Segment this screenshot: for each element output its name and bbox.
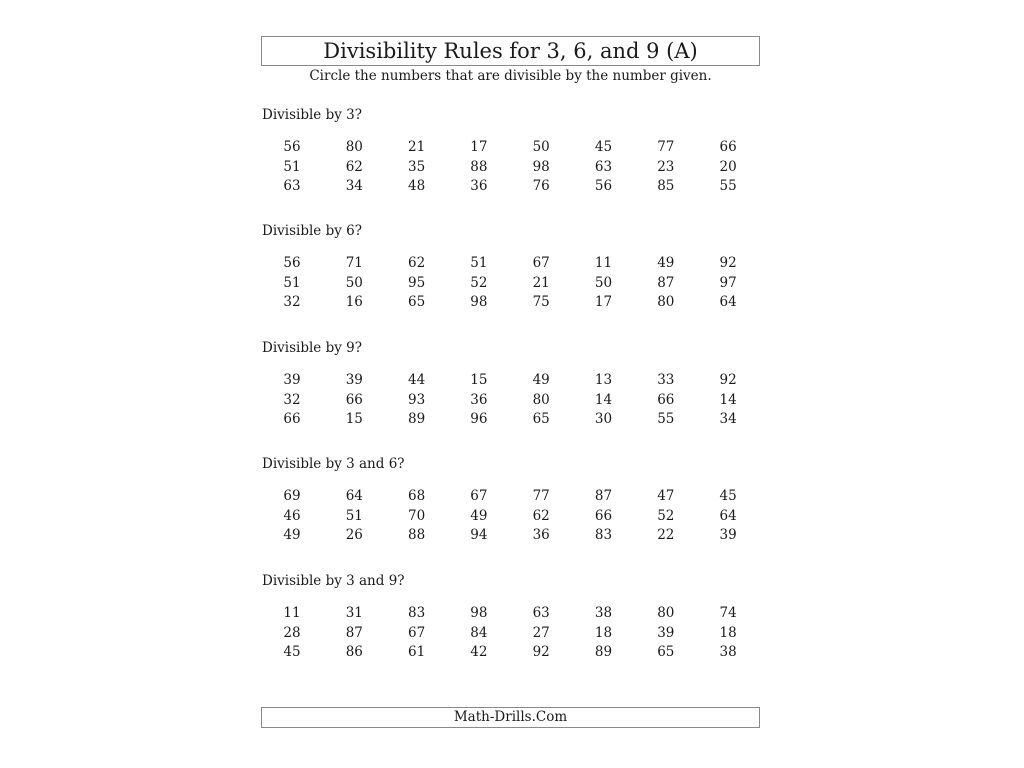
number-cell[interactable]: 88 bbox=[408, 527, 426, 543]
number-cell[interactable]: 11 bbox=[283, 605, 301, 621]
number-cell[interactable]: 50 bbox=[345, 274, 363, 291]
number-cell[interactable]: 64 bbox=[719, 507, 737, 524]
number-cell[interactable]: 65 bbox=[408, 294, 426, 310]
number-cell[interactable]: 34 bbox=[719, 411, 737, 427]
number-cell[interactable]: 98 bbox=[470, 605, 488, 621]
number-cell[interactable]: 35 bbox=[408, 158, 426, 175]
number-cell[interactable]: 49 bbox=[283, 527, 301, 543]
number-cell[interactable]: 67 bbox=[470, 488, 488, 504]
number-cell[interactable]: 93 bbox=[408, 391, 426, 408]
number-cell[interactable]: 66 bbox=[594, 507, 613, 524]
number-cell[interactable]: 36 bbox=[470, 391, 488, 408]
number-cell[interactable]: 21 bbox=[532, 274, 550, 291]
number-cell[interactable]: 44 bbox=[408, 372, 426, 388]
number-cell[interactable]: 63 bbox=[532, 605, 550, 621]
section-heading: Divisible by 9? bbox=[262, 340, 362, 356]
number-cell[interactable]: 45 bbox=[594, 139, 613, 155]
number-cell[interactable]: 13 bbox=[594, 372, 613, 388]
number-cell[interactable]: 39 bbox=[345, 372, 363, 388]
number-cell[interactable]: 62 bbox=[408, 255, 426, 271]
number-cell[interactable]: 56 bbox=[594, 178, 613, 194]
number-cell[interactable]: 42 bbox=[470, 644, 488, 660]
number-cell[interactable]: 39 bbox=[657, 624, 675, 641]
section-heading: Divisible by 6? bbox=[262, 223, 362, 239]
number-cell[interactable]: 45 bbox=[283, 644, 301, 660]
number-cell[interactable]: 80 bbox=[532, 391, 550, 408]
number-cell[interactable]: 56 bbox=[283, 255, 301, 271]
number-cell[interactable]: 36 bbox=[470, 178, 488, 194]
number-cell[interactable]: 33 bbox=[657, 372, 675, 388]
number-cell[interactable]: 51 bbox=[283, 158, 301, 175]
number-cell[interactable]: 84 bbox=[470, 624, 488, 641]
number-cell[interactable]: 66 bbox=[657, 391, 675, 408]
number-cell[interactable]: 66 bbox=[345, 391, 363, 408]
number-cell[interactable]: 49 bbox=[470, 507, 488, 524]
number-cell[interactable]: 47 bbox=[657, 488, 675, 504]
number-cell[interactable]: 26 bbox=[345, 527, 363, 543]
number-cell[interactable]: 66 bbox=[283, 411, 301, 427]
number-cell[interactable]: 36 bbox=[532, 527, 550, 543]
number-cell[interactable]: 67 bbox=[532, 255, 550, 271]
number-grid bbox=[261, 138, 760, 197]
number-cell[interactable]: 80 bbox=[345, 139, 363, 155]
number-cell[interactable]: 39 bbox=[283, 372, 301, 388]
number-cell[interactable]: 94 bbox=[470, 527, 488, 543]
section-divisible-by-3-and-6 bbox=[261, 455, 760, 555]
number-cell[interactable]: 27 bbox=[532, 624, 550, 641]
number-cell[interactable]: 77 bbox=[657, 139, 675, 155]
number-cell[interactable]: 83 bbox=[594, 527, 613, 543]
number-cell[interactable]: 21 bbox=[408, 139, 426, 155]
number-cell[interactable]: 14 bbox=[594, 391, 613, 408]
number-cell[interactable]: 92 bbox=[719, 255, 737, 271]
number-cell[interactable]: 83 bbox=[408, 605, 426, 621]
number-cell[interactable]: 65 bbox=[657, 644, 675, 660]
number-cell[interactable]: 63 bbox=[594, 158, 613, 175]
number-cell[interactable]: 30 bbox=[594, 411, 613, 427]
number-cell[interactable]: 16 bbox=[345, 294, 363, 310]
number-cell[interactable]: 18 bbox=[719, 624, 737, 641]
number-cell[interactable]: 31 bbox=[345, 605, 363, 621]
number-cell[interactable]: 63 bbox=[283, 178, 301, 194]
number-cell[interactable]: 76 bbox=[532, 178, 550, 194]
number-cell[interactable]: 17 bbox=[594, 294, 613, 310]
number-cell[interactable]: 62 bbox=[532, 507, 550, 524]
number-grid bbox=[261, 254, 760, 313]
number-cell[interactable]: 38 bbox=[719, 644, 737, 660]
number-cell[interactable]: 55 bbox=[719, 178, 737, 194]
number-cell[interactable]: 65 bbox=[532, 411, 550, 427]
number-cell[interactable]: 86 bbox=[345, 644, 363, 660]
number-cell[interactable]: 56 bbox=[283, 139, 301, 155]
number-cell[interactable]: 55 bbox=[657, 411, 675, 427]
worksheet-title: Divisibility Rules for 3, 6, and 9 (A) bbox=[261, 36, 760, 66]
number-cell[interactable]: 18 bbox=[594, 624, 613, 641]
section-divisible-by-9 bbox=[261, 339, 760, 439]
number-cell[interactable]: 69 bbox=[283, 488, 301, 504]
number-cell[interactable]: 89 bbox=[594, 644, 613, 660]
number-cell[interactable]: 62 bbox=[345, 158, 363, 175]
number-cell[interactable]: 64 bbox=[345, 488, 363, 504]
number-grid bbox=[261, 604, 760, 663]
worksheet-page bbox=[261, 36, 760, 728]
number-cell[interactable]: 64 bbox=[719, 294, 737, 310]
number-cell[interactable]: 51 bbox=[283, 274, 301, 291]
number-cell[interactable]: 22 bbox=[657, 527, 675, 543]
number-cell[interactable]: 85 bbox=[657, 178, 675, 194]
number-cell[interactable]: 74 bbox=[719, 605, 737, 621]
section-heading: Divisible by 3 and 6? bbox=[262, 456, 405, 472]
number-cell[interactable]: 68 bbox=[408, 488, 426, 504]
number-cell[interactable]: 15 bbox=[470, 372, 488, 388]
number-cell[interactable]: 49 bbox=[657, 255, 675, 271]
number-cell[interactable]: 67 bbox=[408, 624, 426, 641]
section-divisible-by-3-and-9 bbox=[261, 572, 760, 672]
number-cell[interactable]: 28 bbox=[283, 624, 301, 641]
number-cell[interactable]: 11 bbox=[594, 255, 613, 271]
number-cell[interactable]: 14 bbox=[719, 391, 737, 408]
section-heading: Divisible by 3 and 9? bbox=[262, 573, 405, 589]
number-cell[interactable]: 32 bbox=[283, 391, 301, 408]
number-cell[interactable]: 38 bbox=[594, 605, 613, 621]
number-cell[interactable]: 46 bbox=[283, 507, 301, 524]
section-divisible-by-6 bbox=[261, 222, 760, 322]
number-cell[interactable]: 80 bbox=[657, 294, 675, 310]
number-cell[interactable]: 39 bbox=[719, 527, 737, 543]
number-cell[interactable]: 50 bbox=[532, 139, 550, 155]
number-cell[interactable]: 88 bbox=[470, 158, 488, 175]
number-grid bbox=[261, 371, 760, 430]
number-grid bbox=[261, 487, 760, 546]
number-cell[interactable]: 52 bbox=[657, 507, 675, 524]
number-cell[interactable]: 96 bbox=[470, 411, 488, 427]
number-cell[interactable]: 98 bbox=[470, 294, 488, 310]
number-cell[interactable]: 51 bbox=[345, 507, 363, 524]
number-cell[interactable]: 32 bbox=[283, 294, 301, 310]
number-cell[interactable]: 71 bbox=[345, 255, 363, 271]
number-cell[interactable]: 52 bbox=[470, 274, 488, 291]
number-cell[interactable]: 66 bbox=[719, 139, 737, 155]
number-cell[interactable]: 48 bbox=[408, 178, 426, 194]
number-cell[interactable]: 98 bbox=[532, 158, 550, 175]
number-cell[interactable]: 87 bbox=[594, 488, 613, 504]
number-cell[interactable]: 92 bbox=[719, 372, 737, 388]
number-cell[interactable]: 15 bbox=[345, 411, 363, 427]
number-cell[interactable]: 70 bbox=[408, 507, 426, 524]
number-cell[interactable]: 51 bbox=[470, 255, 488, 271]
number-cell[interactable]: 97 bbox=[719, 274, 737, 291]
number-cell[interactable]: 77 bbox=[532, 488, 550, 504]
worksheet-instructions: Circle the numbers that are divisible by the number given. bbox=[309, 68, 712, 84]
number-cell[interactable]: 20 bbox=[719, 158, 737, 175]
number-cell[interactable]: 50 bbox=[594, 274, 613, 291]
worksheet-footer: Math-Drills.Com bbox=[261, 707, 760, 728]
number-cell[interactable]: 45 bbox=[719, 488, 737, 504]
section-divisible-by-3 bbox=[261, 106, 760, 206]
section-heading: Divisible by 3? bbox=[262, 107, 362, 123]
number-cell[interactable]: 95 bbox=[408, 274, 426, 291]
number-cell[interactable]: 49 bbox=[532, 372, 550, 388]
number-cell[interactable]: 75 bbox=[532, 294, 550, 310]
number-cell[interactable]: 34 bbox=[345, 178, 363, 194]
number-cell[interactable]: 17 bbox=[470, 139, 488, 155]
number-cell[interactable]: 92 bbox=[532, 644, 550, 660]
number-cell[interactable]: 80 bbox=[657, 605, 675, 621]
number-cell[interactable]: 23 bbox=[657, 158, 675, 175]
number-cell[interactable]: 87 bbox=[657, 274, 675, 291]
number-cell[interactable]: 87 bbox=[345, 624, 363, 641]
number-cell[interactable]: 89 bbox=[408, 411, 426, 427]
number-cell[interactable]: 61 bbox=[408, 644, 426, 660]
